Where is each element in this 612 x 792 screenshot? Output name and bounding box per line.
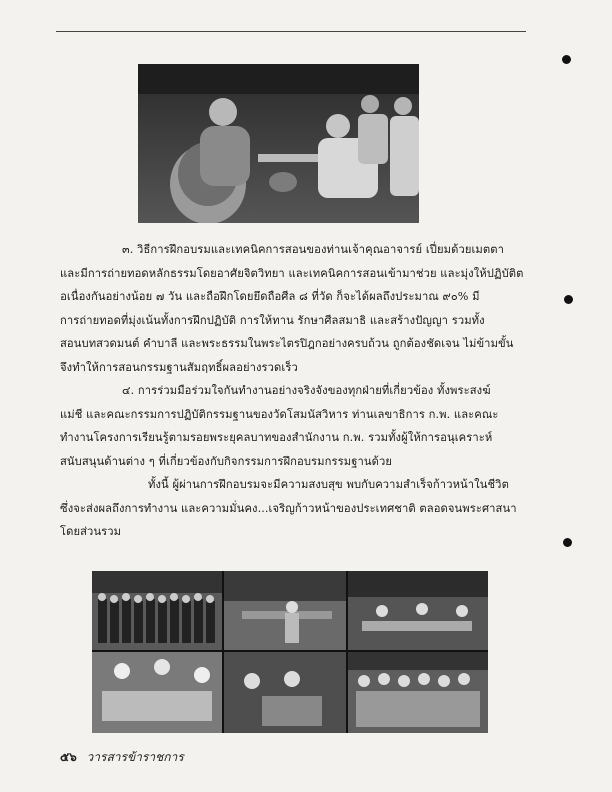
- collage-image: [92, 571, 488, 733]
- paragraph-conclusion: [60, 473, 532, 544]
- binding-hole-middle: [564, 295, 573, 304]
- body-text: [60, 238, 532, 544]
- ceremony-photo: [138, 64, 419, 223]
- paragraph-item-3: [60, 238, 532, 379]
- text-line: สอนบทสวดมนต์ คำบาลี และพระธรรมในพระไตรปิฎกอย่างครบถ้วน ถูกต้องชัดเจน ไม่ข้ามขั้น: [60, 337, 514, 350]
- text-line: ่อเนื่องกันอย่างน้อย ๗ วัน และถือฝึกโดยยึดถือศีล ๘ ที่วัด ก็จะได้ผลถึงประมาณ ๙๐% มี: [60, 290, 480, 303]
- text-line: ๔. การร่วมมือร่วมใจกันทำงานอย่างจริงจังของทุกฝ่ายที่เกี่ยวข้อง ทั้งพระสงฆ์: [122, 384, 491, 397]
- header-rule: [56, 31, 526, 32]
- ceremony-photo-image: [138, 64, 419, 223]
- binding-hole-bottom: [563, 538, 572, 547]
- text-line: ซึ่งจะส่งผลถึงการทำงาน และความมั่นคง...เจริญก้าวหน้าของประเทศชาติ ตลอดจนพระศาสนา: [60, 501, 517, 515]
- text-line: แม่ชี และคณะกรรมการปฏิบัติกรรมฐานของวัดโสมนัสวิหาร ท่านเลขาธิการ ก.พ. และคณะ: [60, 407, 499, 421]
- page-footer: [60, 748, 184, 767]
- binding-hole-top: [562, 55, 571, 64]
- text-line: ทั้งนี้ ผู้ผ่านการฝึกอบรมจะมีความสงบสุข พบกับความสำเร็จก้าวหน้าในชีวิต: [148, 478, 509, 491]
- paragraph-item-4: [60, 379, 532, 473]
- journal-name: วารสารข้าราชการ: [86, 750, 184, 764]
- event-photo-collage: [92, 571, 488, 733]
- text-line: และมีการถ่ายทอดหลักธรรมโดยอาศัยจิตวิทยา และเทคนิคการสอนเข้ามาช่วย และมุ่งให้ปฏิบัติต: [60, 266, 524, 280]
- text-line: ๓. วิธีการฝึกอบรมและเทคนิคการสอนของท่านเจ้าคุณอาจารย์ เปี่ยมด้วยเมตตา: [122, 243, 505, 256]
- page-number: ๕๖: [60, 750, 77, 764]
- text-line: การถ่ายทอดที่มุ่งเน้นทั้งการฝึกปฏิบัติ การให้ทาน รักษาศีลสมาธิ และสร้างปัญญา รวมทั้ง: [60, 313, 485, 327]
- text-line: ทำงานโครงการเรียนรู้ตามรอยพระยุคลบาทของสำนักงาน ก.พ. รวมทั้งผู้ให้การอนุเคราะห์: [60, 431, 493, 444]
- text-line: สนับสนุนด้านต่าง ๆ ที่เกี่ยวข้องกับกิจกรรมการฝึกอบรมกรรมฐานด้วย: [60, 454, 393, 468]
- text-line: จึงทำให้การสอนกรรมฐานสัมฤทธิ์ผลอย่างรวดเร็ว: [60, 360, 298, 374]
- text-line: โดยส่วนรวม: [60, 525, 122, 538]
